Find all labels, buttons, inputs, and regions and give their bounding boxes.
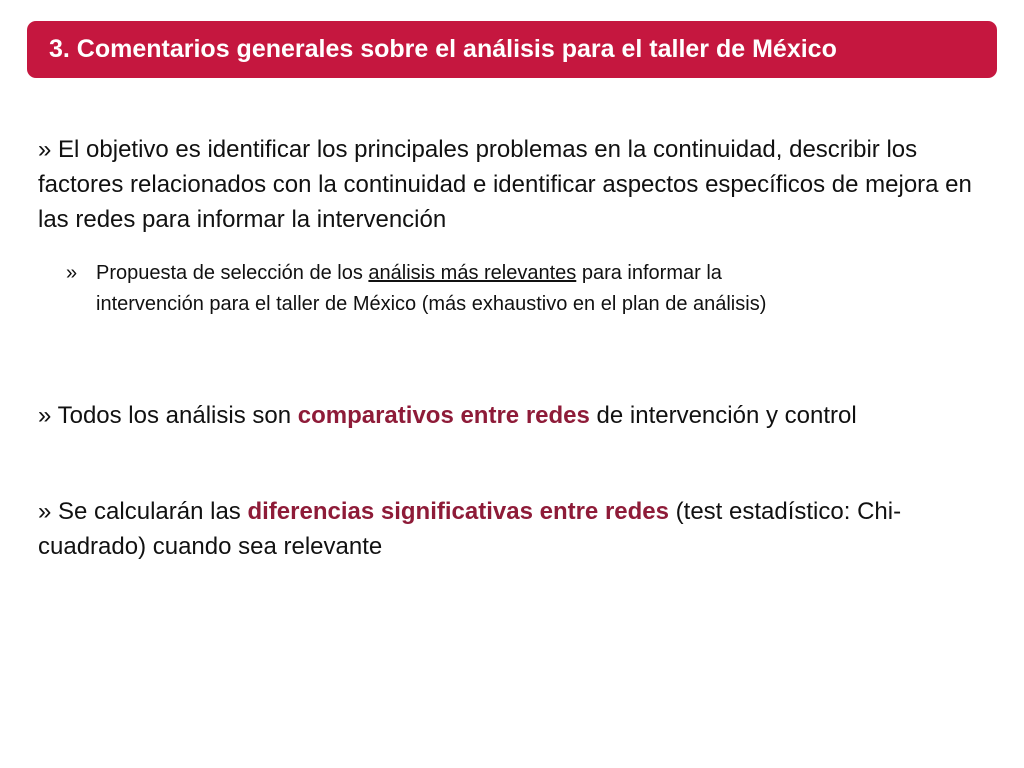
slide-title: 3. Comentarios generales sobre el análisis para el taller de México — [49, 35, 837, 63]
bullet-comparative-text-after: de intervención y control — [589, 402, 857, 429]
bullet-differences-text-before: Se calcularán las — [58, 498, 248, 525]
title-banner — [27, 21, 997, 78]
bullet-objective-text: El objetivo es identificar los principales problemas en la continuidad, describir los factores relacionados con la continuidad e identificar aspectos específicos de mejora en las redes para informar la intervención — [38, 136, 972, 233]
sub-bullet-text-line2: intervención para el taller de México (más exhaustivo en el plan de análisis) — [96, 293, 767, 315]
bullet-marker: » — [38, 402, 52, 429]
bullet-comparative-text-before: Todos los análisis son — [57, 402, 298, 429]
bullet-differences-emphasis: diferencias significativas entre redes — [247, 498, 669, 525]
bullet-marker: » — [38, 136, 52, 163]
sub-bullet-marker: » — [66, 262, 78, 284]
bullet-comparative-emphasis: comparativos entre redes — [297, 402, 590, 429]
bullet-objective — [38, 132, 988, 237]
sub-bullet-underlined-text: análisis más relevantes — [368, 262, 577, 284]
bullet-comparative — [38, 398, 988, 433]
sub-bullet-text-before: Propuesta de selección de los — [96, 262, 369, 284]
bullet-marker: » — [38, 498, 52, 525]
bullet-differences — [38, 494, 988, 564]
sub-bullet-proposal — [66, 258, 986, 320]
sub-bullet-text-after: para informar la — [576, 262, 722, 284]
bullet-differences-text-after: (test estadístico: Chi-cuadrado) cuando sea relevante — [38, 498, 902, 560]
